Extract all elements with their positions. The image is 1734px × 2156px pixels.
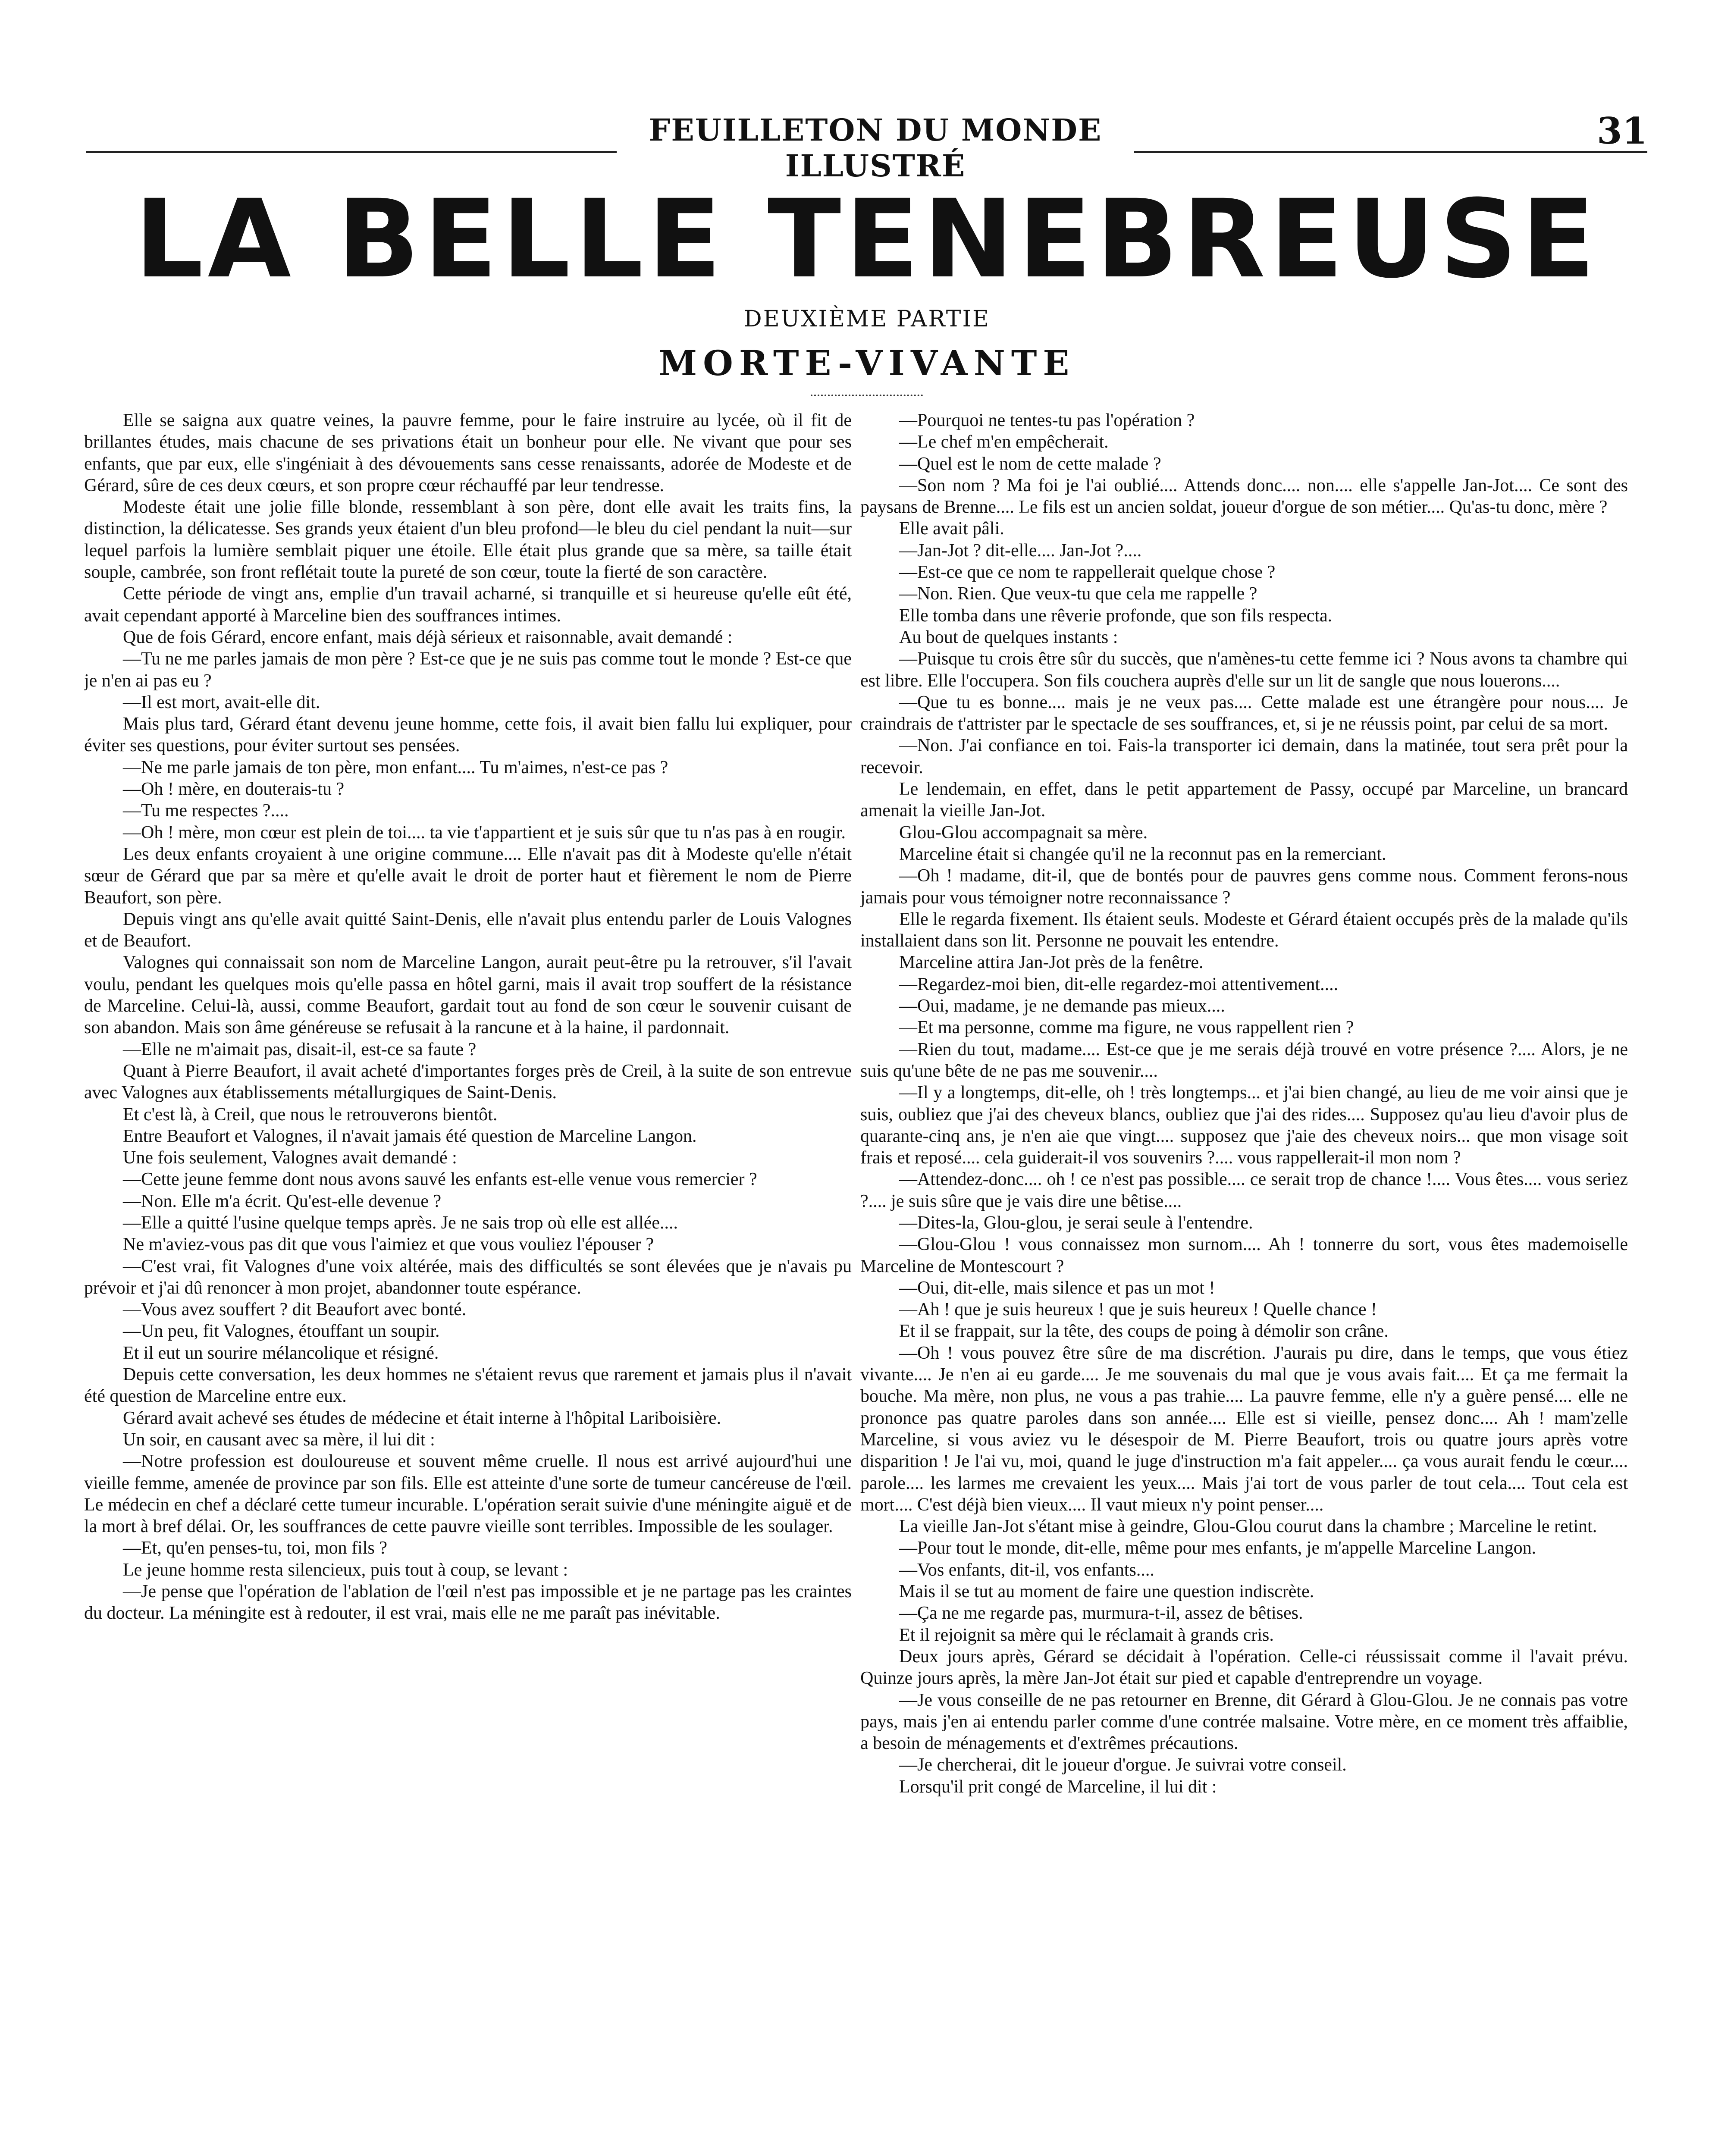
paragraph: Marceline attira Jan-Jot près de la fenêtre.: [899, 953, 1204, 973]
paragraph: Lorsqu'il prit congé de Marceline, il lui dit :: [899, 1777, 1217, 1797]
paragraph: —Puisque tu crois être sûr du succès, que n'amènes-tu cette femme ici ? Nous avons ta chambre qui est libre. Elle l'occupera. Son fils couchera auprès d'elle sur un lit de sangle que nous louerons....: [860, 649, 1628, 691]
paragraph: Ne m'aviez-vous pas dit que vous l'aimiez et que vous vouliez l'épouser ?: [123, 1235, 654, 1255]
section-title: MORTE-VIVANTE: [658, 343, 1076, 383]
paragraph: —Ne me parle jamais de ton père, mon enfant.... Tu m'aimes, n'est-ce pas ?: [123, 757, 668, 777]
paragraph: Un soir, en causant avec sa mère, il lui dit :: [123, 1429, 435, 1450]
running-header: [86, 100, 1647, 184]
paragraph: —Cette jeune femme dont nous avons sauvé les enfants est-elle venue vous remercier ?: [123, 1169, 757, 1190]
page-number: 31: [1597, 110, 1647, 152]
paragraph: —Son nom ? Ma foi je l'ai oublié.... Attends donc.... non.... elle s'appelle Jan-Jot.... Ce sont des paysans de Brenne.... Le fils est un ancien soldat, joueur d'orgue de son métier.... Qu'as-tu donc, mère ?: [860, 475, 1628, 517]
paragraph: —Et ma personne, comme ma figure, ne vous rappellent rien ?: [899, 1018, 1354, 1038]
paragraph: —Oh ! madame, dit-il, que de bontés pour de pauvres gens comme nous. Comment ferons-nous jamais pour vous témoigner notre reconnaissance ?: [860, 866, 1628, 908]
running-title: FEUILLETON DU MONDE ILLUSTRÉ: [649, 112, 1102, 184]
paragraph: —Rien du tout, madame.... Est-ce que je me serais déjà trouvé en votre présence ?.... Alors, je ne suis qu'une bête de ne pas me souvenir....: [860, 1039, 1628, 1081]
paragraph: Et il se frappait, sur la tête, des coups de poing à démolir son crâne.: [899, 1321, 1389, 1341]
paragraph: —Dites-la, Glou-glou, je serai seule à l'entendre.: [899, 1213, 1253, 1233]
text-column-right: [860, 410, 1628, 2156]
paragraph: Et c'est là, à Creil, que nous le retrouverons bientôt.: [123, 1104, 498, 1125]
paragraph: —Vous avez souffert ? dit Beaufort avec bonté.: [123, 1300, 467, 1320]
header-rule-right: [1134, 151, 1647, 153]
paragraph: Depuis cette conversation, les deux hommes ne s'étaient revus que rarement et jamais plus il n'avait été question de Marceline entre eux.: [84, 1365, 852, 1407]
paragraph: —Oh ! mère, en douterais-tu ?: [123, 779, 345, 799]
paragraph: —Attendez-donc.... oh ! ce n'est pas possible.... ce serait trop de chance !.... Vous êtes.... vous seriez ?.... je suis sûre que je vais dire une bêtise....: [860, 1169, 1628, 1211]
paragraph: Les deux enfants croyaient à une origine commune.... Elle n'avait pas dit à Modeste qu'elle n'était sœur de Gérard que par sa mère et qu'elle avait le droit de porter haut et fièrement le nom de Pierre Beaufort, son père.: [84, 844, 852, 908]
paragraph: Elle se saigna aux quatre veines, la pauvre femme, pour le faire instruire au lycée, où il fit de brillantes études, mais chacune de ses privations était un bonheur pour elle. Ne vivant que pour ses enfants, que par eux, elle s'ingéniait à des dévouements sans cesse renaissants, adorée de Modeste et de Gérard, sûre de ces deux cœurs, et son propre cœur réchauffé par leur tendresse.: [84, 411, 852, 495]
paragraph: Au bout de quelques instants :: [899, 627, 1118, 647]
paragraph: —Glou-Glou ! vous connaissez mon surnom.... Ah ! tonnerre du sort, vous êtes mademoiselle Marceline de Montescourt ?: [860, 1235, 1628, 1276]
paragraph: —Il y a longtemps, dit-elle, oh ! très longtemps... et j'ai bien changé, au lieu de me voir ainsi que je suis, oubliez que j'ai des cheveux blancs, oubliez que j'ai des rides.... Supposez qu'au lieu d'avoir plus de quarante-cinq ans, je n'en aie que vingt.... supposez que j'aie des cheveux noirs... que mon visage soit frais et reposé.... cela guiderait-il vos souvenirs ?.... vous rappellerait-il mon nom ?: [860, 1083, 1628, 1168]
paragraph: Le jeune homme resta silencieux, puis tout à coup, se levant :: [123, 1560, 568, 1580]
paragraph: Quant à Pierre Beaufort, il avait acheté d'importantes forges près de Creil, à la suite de son entrevue avec Valognes aux établissements métallurgiques de Saint-Denis.: [84, 1061, 852, 1103]
paragraph: Elle tomba dans une rêverie profonde, que son fils respecta.: [899, 605, 1333, 626]
paragraph: Valognes qui connaissait son nom de Marceline Langon, aurait peut-être pu la retrouver, s'il l'avait voulu, pendant les quelques mois qu'elle passa en hôtel garni, mais il avait trop souffert de la résistance de Marceline. Celui-là, aussi, comme Beaufort, gardait tout au fond de son cœur le souvenir cuisant de son abandon. Mais son âme généreuse se refusait à la rancune et à la haine, il pardonnait.: [84, 953, 852, 1038]
paragraph: —Je chercherai, dit le joueur d'orgue. Je suivrai votre conseil.: [899, 1755, 1347, 1775]
paragraph: —Regardez-moi bien, dit-elle regardez-moi attentivement....: [899, 974, 1339, 994]
paragraph: —Que tu es bonne.... mais je ne veux pas.... Cette malade est une étrangère pour nous.... Je craindrais de t'attrister par le spectacle de ses souffrances, et, si je ne réussis point, par celui de sa mort.: [860, 692, 1628, 734]
paragraph: Cette période de vingt ans, emplie d'un travail acharné, si tranquille et si heureuse qu'elle eût été, avait cependant apporté à Marceline bien des souffrances intimes.: [84, 584, 852, 626]
paragraph: Que de fois Gérard, encore enfant, mais déjà sérieux et raisonnable, avait demandé :: [123, 627, 733, 647]
paragraph: —Oh ! mère, mon cœur est plein de toi.... ta vie t'appartient et je suis sûr que tu n'as pas à en rougir.: [123, 822, 846, 843]
paragraph: —Non. J'ai confiance en toi. Fais-la transporter ici demain, dans la matinée, tout sera prêt pour la recevoir.: [860, 736, 1628, 777]
part-title: DEUXIÈME PARTIE: [744, 306, 990, 332]
paragraph: —Notre profession est douloureuse et souvent même cruelle. Il nous est arrivé aujourd'hui une vieille femme, amenée de province par son fils. Elle est atteinte d'une sorte de tumeur cancéreuse de l'œil. Le médecin en chef a déclaré cette tumeur incurable. L'opération serait suivie d'une méningite aiguë et de la mort à bref délai. Or, les souffrances de cette pauvre vieille sont terribles. Impossible de les soulager.: [84, 1451, 852, 1537]
paragraph: —C'est vrai, fit Valognes d'une voix altérée, mais des difficultés se sont élevées que je n'avais pu prévoir et j'ai dû renoncer à mon projet, abandonner toute espérance.: [84, 1256, 852, 1298]
paragraph: —Ah ! que je suis heureux ! que je suis heureux ! Quelle chance !: [899, 1300, 1377, 1320]
paragraph: Glou-Glou accompagnait sa mère.: [899, 822, 1148, 843]
paragraph: —Quel est le nom de cette malade ?: [899, 454, 1161, 474]
paragraph: Mais plus tard, Gérard étant devenu jeune homme, cette fois, il avait bien fallu lui expliquer, pour éviter ses questions, pour éviter surtout ses pensées.: [84, 714, 852, 756]
paragraph: Et il eut un sourire mélancolique et résigné.: [123, 1343, 439, 1363]
paragraph: —Il est mort, avait-elle dit.: [123, 692, 320, 712]
paragraph: —Non. Rien. Que veux-tu que cela me rappelle ?: [899, 584, 1257, 604]
paragraph: —Oh ! vous pouvez être sûre de ma discrétion. J'aurais pu dire, dans le temps, que vous étiez vivante.... Je n'en ai eu garde.... Je me souvenais du mal que je vous avais fait.... Et ça me fermait la bouche. Ma mère, non plus, ne vous a pas trahie.... La pauvre femme, elle n'y a guère pensé.... elle ne prononce pas quatre paroles dans son année.... Elle est si vieille, pensez donc.... Ah ! mam'zelle Marceline, si vous aviez vu le désespoir de M. Pierre Beaufort, trois ou quatre jours après votre disparition ! Je l'ai vu, moi, quand le juge d'instruction m'a fait appeler.... ça vous aurait fendu le cœur.... parole.... les larmes me crevaient les yeux.... Mais j'ai tort de vous parler de tout cela.... Tout cela est mort.... C'est déjà bien vieux.... Il vaut mieux n'y point penser....: [860, 1343, 1628, 1515]
paragraph: Modeste était une jolie fille blonde, ressemblant à son père, dont elle avait les traits fins, la distinction, la délicatesse. Ses grands yeux étaient d'un bleu profond—le bleu du ciel pendant la nuit—sur lequel parfois la lumière semblait piquer une étoile. Elle était plus grande que sa mère, sa taille était souple, cambrée, son front reflétait toute la pureté de son cœur, toute la fierté de son caractère.: [84, 497, 852, 583]
paragraph: Elle avait pâli.: [899, 519, 1004, 539]
paragraph: —Non. Elle m'a écrit. Qu'est-elle devenue ?: [123, 1191, 442, 1211]
paragraph: Une fois seulement, Valognes avait demandé :: [123, 1148, 457, 1168]
paragraph: —Tu me respectes ?....: [123, 801, 289, 821]
paragraph: Depuis vingt ans qu'elle avait quitté Saint-Denis, elle n'avait plus entendu parler de Louis Valognes et de Beaufort.: [84, 909, 852, 951]
paragraph: —Pour tout le monde, dit-elle, même pour mes enfants, je m'appelle Marceline Langon.: [899, 1538, 1536, 1558]
paragraph: —Oui, dit-elle, mais silence et pas un mot !: [899, 1278, 1215, 1298]
paragraph: —Je pense que l'opération de l'ablation de l'œil n'est pas impossible et je ne partage pas les craintes du docteur. La méningite est à redouter, il est vrai, mais elle ne me paraît pas inévitable.: [84, 1582, 852, 1623]
paragraph: Elle le regarda fixement. Ils étaient seuls. Modeste et Gérard étaient occupés près de la malade qu'ils installaient dans son lit. Personne ne pouvait les entendre.: [860, 909, 1628, 951]
title-ornament: [811, 395, 923, 396]
paragraph: —Un peu, fit Valognes, étouffant un soupir.: [123, 1321, 440, 1341]
paragraph: —Pourquoi ne tentes-tu pas l'opération ?: [899, 411, 1195, 430]
paragraph: La vieille Jan-Jot s'étant mise à geindre, Glou-Glou courut dans la chambre ; Marceline le retint.: [899, 1517, 1597, 1537]
paragraph: —Oui, madame, je ne demande pas mieux....: [899, 996, 1225, 1016]
paragraph: Entre Beaufort et Valognes, il n'avait jamais été question de Marceline Langon.: [123, 1126, 697, 1146]
paragraph: —Le chef m'en empêcherait.: [899, 432, 1109, 452]
paragraph: Mais il se tut au moment de faire une question indiscrète.: [899, 1582, 1314, 1602]
paragraph: Deux jours après, Gérard se décidait à l'opération. Celle-ci réussissait comme il l'avait prévu. Quinze jours après, la mère Jan-Jot était sur pied et capable d'entreprendre un voyage.: [860, 1646, 1628, 1689]
paragraph: —Tu ne me parles jamais de mon père ? Est-ce que je ne suis pas comme tout le monde ? Est-ce que je n'en ai pas eu ?: [84, 649, 852, 691]
paragraph: —Je vous conseille de ne pas retourner en Brenne, dit Gérard à Glou-Glou. Je ne connais pas votre pays, mais j'en ai entendu parler comme d'une contrée malsaine. Votre mère, en ce moment très affaiblie, a besoin de ménagements et d'extrêmes précautions.: [860, 1690, 1628, 1754]
header-rule-left: [86, 151, 617, 153]
paragraph: —Vos enfants, dit-il, vos enfants....: [899, 1560, 1154, 1580]
text-column-left: [84, 410, 852, 2156]
paragraph: —Elle a quitté l'usine quelque temps après. Je ne sais trop où elle est allée....: [123, 1213, 678, 1233]
paragraph: Marceline était si changée qu'il ne la reconnut pas en la remerciant.: [899, 844, 1386, 864]
paragraph: —Jan-Jot ? dit-elle.... Jan-Jot ?....: [899, 540, 1142, 561]
paragraph: Et il rejoignit sa mère qui le réclamait à grands cris.: [899, 1625, 1274, 1645]
paragraph: —Et, qu'en penses-tu, toi, mon fils ?: [123, 1538, 387, 1558]
paragraph: —Est-ce que ce nom te rappellerait quelque chose ?: [899, 562, 1276, 583]
paragraph: —Elle ne m'aimait pas, disait-il, est-ce sa faute ?: [123, 1039, 477, 1059]
paragraph: Gérard avait achevé ses études de médecine et était interne à l'hôpital Lariboisière.: [123, 1408, 721, 1428]
paragraph: Le lendemain, en effet, dans le petit appartement de Passy, occupé par Marceline, un brancard amenait la vieille Jan-Jot.: [860, 779, 1628, 821]
paragraph: —Ça ne me regarde pas, murmura-t-il, assez de bêtises.: [899, 1603, 1303, 1623]
feuilleton-title: LA BELLE TENEBREUSE: [135, 176, 1599, 302]
